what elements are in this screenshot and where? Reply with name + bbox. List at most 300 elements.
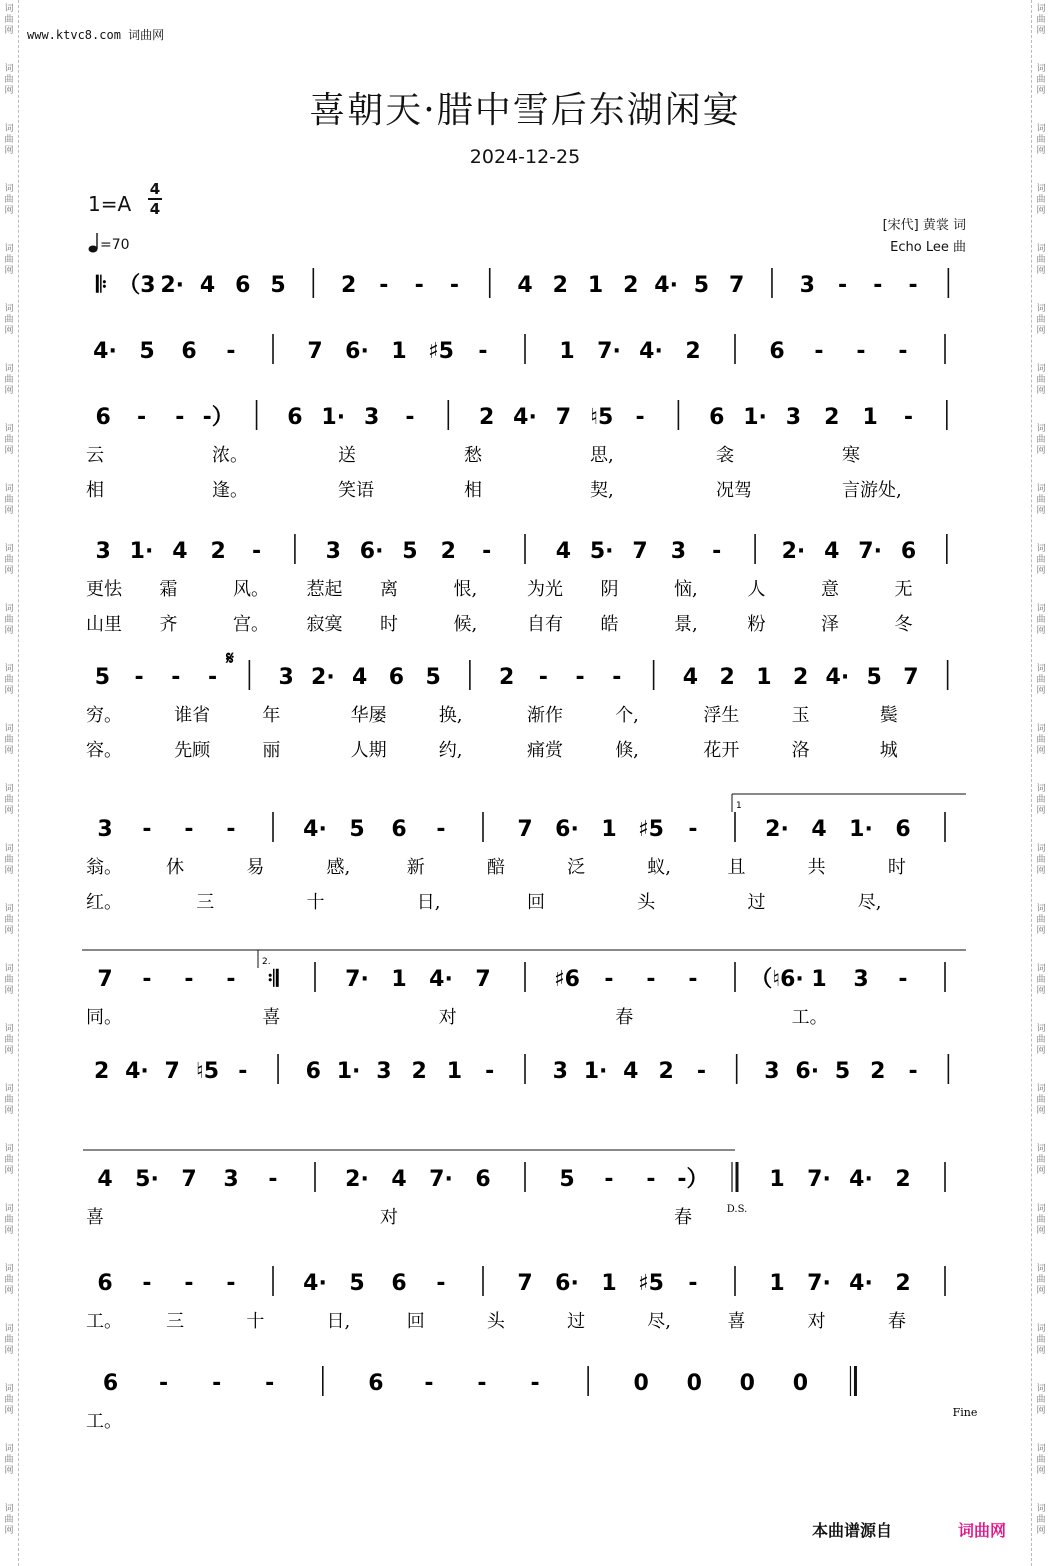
note: - bbox=[856, 339, 866, 364]
segno-sign: 𝄋 bbox=[226, 648, 234, 669]
note: - bbox=[171, 665, 181, 690]
footer-source: 本曲谱源自 bbox=[812, 1521, 893, 1540]
note: 4· bbox=[849, 1271, 873, 1296]
note: - bbox=[175, 405, 185, 430]
watermark-glyphs: 词 曲 网 bbox=[4, 1324, 14, 1356]
note: 1· bbox=[583, 1059, 608, 1084]
watermark-glyphs: 词 曲 网 bbox=[4, 784, 14, 816]
note: ♯5 bbox=[428, 339, 454, 364]
lyric-text: 无 bbox=[894, 579, 913, 600]
note: 6 bbox=[235, 273, 251, 298]
note: - bbox=[238, 1059, 248, 1084]
watermark-glyphs: 词 曲 网 bbox=[4, 844, 14, 876]
note: 6 bbox=[769, 339, 785, 364]
note: 2 bbox=[792, 665, 809, 690]
note: - bbox=[898, 339, 908, 364]
lyric-text: 喜 bbox=[86, 1207, 104, 1228]
note: 4 bbox=[555, 539, 572, 564]
watermark-glyphs: 词 曲 网 bbox=[1036, 784, 1046, 816]
note: 1· bbox=[849, 817, 873, 842]
lyric-text: 送 bbox=[338, 445, 356, 466]
note: 6 bbox=[475, 1167, 491, 1192]
note: - bbox=[226, 339, 236, 364]
note: ♮5 bbox=[590, 405, 614, 430]
watermark-glyphs: 词 曲 网 bbox=[1036, 424, 1046, 456]
lyric-text: 时 bbox=[380, 614, 398, 635]
note: 4· bbox=[639, 339, 663, 364]
note: - bbox=[477, 1371, 487, 1396]
watermark-glyphs: 词 曲 网 bbox=[4, 1084, 14, 1116]
watermark-glyphs: 词 曲 网 bbox=[1036, 124, 1046, 156]
watermark-glyphs: 词 曲 网 bbox=[1036, 1384, 1046, 1416]
volta-1-label: 1 bbox=[736, 801, 742, 811]
lyric-text: 华屡 bbox=[350, 705, 387, 726]
note: 7 bbox=[729, 273, 745, 298]
note: - bbox=[424, 1371, 434, 1396]
note: 6 bbox=[305, 1059, 321, 1084]
note: 6· bbox=[795, 1059, 820, 1084]
lyric-text: 年 bbox=[262, 705, 281, 726]
lyric-text: 逢。 bbox=[212, 480, 248, 501]
note: - bbox=[449, 273, 460, 298]
song-date: 2024-12-25 bbox=[469, 146, 581, 168]
lyric-text: 春 bbox=[887, 1311, 906, 1332]
watermark-glyphs: 词 曲 网 bbox=[1036, 664, 1046, 696]
note: - bbox=[612, 665, 622, 690]
key-signature: 1=A bbox=[88, 192, 132, 216]
note: - bbox=[405, 405, 415, 430]
note: 2 bbox=[440, 539, 456, 564]
note: - bbox=[142, 817, 152, 842]
note: 6 bbox=[388, 665, 405, 690]
note: 1 bbox=[756, 665, 772, 690]
note: 5 bbox=[866, 665, 882, 690]
note: - bbox=[873, 273, 883, 298]
note: 4· bbox=[825, 665, 850, 690]
lyric-text: 离 bbox=[380, 579, 398, 600]
note: - bbox=[142, 967, 152, 992]
lyric-text: 为光 bbox=[527, 579, 563, 600]
watermark-glyphs: 词 曲 网 bbox=[4, 124, 14, 156]
note: 0 bbox=[739, 1371, 755, 1396]
lyric-text: 喜 bbox=[727, 1311, 746, 1332]
watermark-glyphs: 词 曲 网 bbox=[1036, 64, 1046, 96]
note: 3 bbox=[853, 967, 869, 992]
note: 3 bbox=[799, 273, 815, 298]
note: 2· bbox=[311, 665, 335, 690]
note: 2 bbox=[210, 539, 226, 564]
watermark-glyphs: 词 曲 网 bbox=[4, 1504, 14, 1536]
note: 6· bbox=[359, 539, 384, 564]
watermark-glyphs: 词 曲 网 bbox=[1036, 1144, 1046, 1176]
note: 4· bbox=[93, 339, 117, 364]
note: 4· bbox=[849, 1167, 873, 1192]
note: - bbox=[814, 339, 824, 364]
lyric-text: 云 bbox=[86, 445, 104, 466]
watermark-glyphs: 词 曲 网 bbox=[4, 184, 14, 216]
lyric-text: 对 bbox=[438, 1007, 457, 1028]
watermark-glyphs: 词 曲 网 bbox=[1036, 1324, 1046, 1356]
tempo-value: =70 bbox=[100, 237, 130, 253]
note: - bbox=[482, 539, 492, 564]
note: - bbox=[538, 665, 548, 690]
watermark-glyphs: 词 曲 网 bbox=[4, 604, 14, 636]
footer-site: 词曲网 bbox=[958, 1521, 1007, 1540]
note: 4 bbox=[824, 539, 840, 564]
note: 4 bbox=[172, 539, 188, 564]
note: 0 bbox=[686, 1371, 702, 1396]
note: 2 bbox=[93, 1059, 110, 1084]
note: - bbox=[898, 967, 908, 992]
note: ♯6 bbox=[554, 967, 580, 992]
lyric-text: 况驾 bbox=[716, 480, 752, 501]
note: 1 bbox=[811, 967, 827, 992]
note: - bbox=[226, 967, 236, 992]
lyric-text: 丽 bbox=[262, 740, 281, 761]
note: 7 bbox=[903, 665, 919, 690]
lyric-text: 日, bbox=[326, 1311, 351, 1332]
lyric-text: 痛赏 bbox=[527, 740, 563, 761]
note: - bbox=[142, 1271, 152, 1296]
note: 𝄆 bbox=[96, 273, 107, 298]
lyric-text: 自有 bbox=[527, 614, 563, 635]
note: 3 bbox=[764, 1059, 780, 1084]
lyric-text: 时 bbox=[887, 857, 906, 878]
lyric-text: 穷。 bbox=[86, 705, 122, 726]
lyric-text: 皓 bbox=[600, 614, 619, 635]
note: 4· bbox=[303, 817, 327, 842]
lyric-text: 泽 bbox=[821, 614, 839, 635]
watermark-glyphs: 词 曲 网 bbox=[1036, 904, 1046, 936]
lyric-text: 人期 bbox=[350, 740, 387, 761]
note: - bbox=[688, 1271, 698, 1296]
note: 3 bbox=[325, 539, 341, 564]
lyric-text: 寂寞 bbox=[306, 614, 343, 635]
note: - bbox=[208, 665, 218, 690]
watermark-glyphs: 词 曲 网 bbox=[1036, 244, 1046, 276]
note: 2 bbox=[719, 665, 735, 690]
lyric-text: 易 bbox=[246, 857, 265, 878]
lyric-text: 十 bbox=[246, 1311, 265, 1332]
lyric-text: 鬓 bbox=[879, 705, 898, 726]
lyric-text: 三 bbox=[196, 892, 215, 913]
lyric-text: 换, bbox=[438, 705, 463, 726]
note: 6· bbox=[555, 1271, 579, 1296]
lyric-text: 恨, bbox=[453, 579, 478, 600]
note: 3 bbox=[278, 665, 294, 690]
note: 2 bbox=[895, 1167, 911, 1192]
watermark-glyphs: 词 曲 网 bbox=[4, 1204, 14, 1236]
note: - bbox=[485, 1059, 495, 1084]
lyric-text: 意 bbox=[821, 579, 839, 600]
note: - bbox=[226, 1271, 236, 1296]
note: - bbox=[604, 1167, 614, 1192]
time-signature-top: 4 bbox=[149, 180, 161, 198]
lyric-text: 且 bbox=[727, 857, 746, 878]
note: - bbox=[575, 665, 585, 690]
note: - bbox=[478, 339, 488, 364]
note: 6 bbox=[709, 405, 725, 430]
note: 7 bbox=[307, 339, 323, 364]
lyric-text: 春 bbox=[615, 1007, 634, 1028]
watermark-glyphs: 词 曲 网 bbox=[1036, 1204, 1046, 1236]
note: 4 bbox=[97, 1167, 113, 1192]
note: 7· bbox=[597, 339, 621, 364]
note: 1· bbox=[321, 405, 346, 430]
note: 4· bbox=[429, 967, 453, 992]
note: 7 bbox=[555, 405, 572, 430]
watermark-glyphs: 词 曲 网 bbox=[4, 664, 14, 696]
note: 6 bbox=[181, 339, 197, 364]
watermark-glyphs: 词 曲 网 bbox=[4, 1444, 14, 1476]
note: （3 bbox=[118, 273, 156, 298]
lyric-text: 新 bbox=[406, 857, 425, 878]
lyric-text: 人 bbox=[747, 579, 766, 600]
lyric-text: 笑语 bbox=[338, 480, 374, 501]
note: 2 bbox=[870, 1059, 886, 1084]
note: 2 bbox=[411, 1059, 427, 1084]
note: 5· bbox=[589, 539, 614, 564]
lyric-text: 红。 bbox=[86, 892, 122, 913]
watermark-glyphs: 词 曲 网 bbox=[4, 724, 14, 756]
watermark-glyphs: 词 曲 网 bbox=[1036, 364, 1046, 396]
lyricist-credit: [宋代] 黄裳 词 bbox=[882, 218, 966, 233]
lyric-text: 过 bbox=[567, 1311, 586, 1332]
note: 4· bbox=[513, 405, 537, 430]
note: - bbox=[837, 273, 848, 298]
note: 4 bbox=[517, 273, 533, 298]
watermark-glyphs: 词 曲 网 bbox=[4, 1264, 14, 1296]
note: - bbox=[903, 405, 914, 430]
note: - bbox=[184, 1271, 194, 1296]
lyric-text: 先顾 bbox=[174, 740, 211, 761]
note: 2 bbox=[895, 1271, 911, 1296]
note: 5 bbox=[139, 339, 155, 364]
lyric-text: 过 bbox=[747, 892, 766, 913]
note: 6 bbox=[900, 539, 917, 564]
lyric-text: 对 bbox=[380, 1207, 398, 1228]
note: - bbox=[134, 665, 144, 690]
note: - bbox=[159, 1371, 169, 1396]
note: 7 bbox=[181, 1167, 197, 1192]
note: 3 bbox=[97, 817, 113, 842]
note: 5 bbox=[94, 665, 111, 690]
note: - bbox=[436, 817, 446, 842]
watermark-glyphs: 词 曲 网 bbox=[4, 64, 14, 96]
note: 4 bbox=[199, 273, 216, 298]
note: 3 bbox=[95, 539, 111, 564]
note: 6 bbox=[391, 1271, 407, 1296]
lyric-text: 恼, bbox=[674, 579, 698, 600]
note: 7 bbox=[97, 967, 113, 992]
note: 1 bbox=[559, 339, 575, 364]
note: 5 bbox=[349, 817, 365, 842]
note: 4· bbox=[303, 1271, 327, 1296]
note: 5 bbox=[834, 1059, 851, 1084]
lyric-text: 对 bbox=[807, 1311, 826, 1332]
watermark-glyphs: 词 曲 网 bbox=[1036, 544, 1046, 576]
note: 0 bbox=[792, 1371, 809, 1396]
lyric-text: 霜 bbox=[159, 579, 178, 600]
lyric-text: 相 bbox=[86, 480, 104, 501]
note: - bbox=[604, 967, 614, 992]
lyric-text: 愁 bbox=[464, 445, 482, 466]
note: 3 bbox=[363, 405, 380, 430]
note: 2 bbox=[658, 1059, 674, 1084]
lyric-text: 同。 bbox=[86, 1007, 122, 1028]
note: 6 bbox=[97, 1271, 113, 1296]
note: 7 bbox=[164, 1059, 180, 1084]
lyric-text: 头 bbox=[637, 892, 656, 913]
note: - bbox=[908, 1059, 918, 1084]
lyric-text: 候, bbox=[453, 614, 478, 635]
note: -） bbox=[202, 405, 234, 430]
watermark-glyphs: 词 曲 网 bbox=[1036, 724, 1046, 756]
watermark-glyphs: 词 曲 网 bbox=[4, 364, 14, 396]
lyric-text: 宫。 bbox=[233, 614, 269, 635]
note: （♮6· bbox=[750, 967, 804, 992]
note: 5 bbox=[402, 539, 418, 564]
watermark-glyphs: 词 曲 网 bbox=[1036, 1504, 1046, 1536]
lyric-text: 回 bbox=[406, 1311, 425, 1332]
lyric-text: 浮生 bbox=[703, 705, 740, 726]
lyric-text: 衾 bbox=[716, 445, 734, 466]
lyric-text: 花开 bbox=[703, 740, 740, 761]
note: 7 bbox=[475, 967, 491, 992]
lyric-text: 约, bbox=[438, 740, 463, 761]
note: - bbox=[646, 1167, 656, 1192]
watermark-glyphs: 词 曲 网 bbox=[4, 964, 14, 996]
note: 4 bbox=[811, 817, 827, 842]
watermark-glyphs: 词 曲 网 bbox=[1036, 1024, 1046, 1056]
lyric-text: 思, bbox=[590, 445, 614, 466]
note: 6 bbox=[287, 405, 303, 430]
lyric-text: 相 bbox=[464, 480, 482, 501]
note: 3 bbox=[376, 1059, 392, 1084]
watermark-glyphs: 词 曲 网 bbox=[1036, 964, 1046, 996]
site-url: www.ktvc8.com 词曲网 bbox=[27, 28, 165, 42]
lyric-text: 喜 bbox=[262, 1007, 281, 1028]
note: 1 bbox=[601, 817, 617, 842]
watermark-glyphs: 词 曲 网 bbox=[4, 4, 14, 36]
note: - bbox=[184, 967, 194, 992]
lyric-text: 契, bbox=[590, 480, 614, 501]
lyric-text: 头 bbox=[486, 1311, 505, 1332]
watermark-glyphs: 词 曲 网 bbox=[1036, 484, 1046, 516]
note: 2 bbox=[623, 273, 639, 298]
lyric-text: 城 bbox=[879, 740, 898, 761]
lyric-text: 浓。 bbox=[212, 445, 248, 466]
lyric-text: 阴 bbox=[600, 579, 619, 600]
note: 2 bbox=[478, 405, 495, 430]
note: - bbox=[414, 273, 424, 298]
note: 6· bbox=[345, 339, 369, 364]
ds-mark: D.S. bbox=[726, 1204, 748, 1215]
note: - bbox=[212, 1371, 222, 1396]
note: 6 bbox=[102, 1371, 119, 1396]
lyric-text: 尽, bbox=[647, 1311, 672, 1332]
lyric-text: 景, bbox=[674, 614, 698, 635]
note: 7· bbox=[858, 539, 882, 564]
lyric-text: 更怯 bbox=[86, 579, 122, 600]
lyric-text: 言游处, bbox=[842, 480, 902, 501]
note: - bbox=[251, 539, 262, 564]
lyric-text: 山里 bbox=[86, 614, 122, 635]
watermark-glyphs: 词 曲 网 bbox=[4, 484, 14, 516]
note: 2 bbox=[552, 273, 568, 298]
note: 6· bbox=[555, 817, 579, 842]
note: 1· bbox=[336, 1059, 361, 1084]
note: 7· bbox=[429, 1167, 453, 1192]
note: 1· bbox=[743, 405, 767, 430]
note: 2· bbox=[781, 539, 806, 564]
note: 6 bbox=[895, 817, 911, 842]
note: 2· bbox=[160, 273, 185, 298]
note: -） bbox=[677, 1167, 709, 1192]
lyric-text: 蚁, bbox=[647, 857, 672, 878]
note: 5 bbox=[349, 1271, 365, 1296]
note: 5· bbox=[135, 1167, 159, 1192]
note: - bbox=[379, 273, 389, 298]
note: 1 bbox=[391, 967, 407, 992]
watermark-glyphs: 词 曲 网 bbox=[1036, 1084, 1046, 1116]
lyric-text: 回 bbox=[527, 892, 545, 913]
note: 2 bbox=[824, 405, 840, 430]
note: ♯5 bbox=[638, 1271, 664, 1296]
note: 3 bbox=[552, 1059, 568, 1084]
note: 1 bbox=[862, 405, 878, 430]
note: - bbox=[635, 405, 645, 430]
note: - bbox=[696, 1059, 706, 1084]
composer-credit: Echo Lee 曲 bbox=[890, 240, 966, 255]
lyric-text: 醅 bbox=[486, 857, 505, 878]
watermark-glyphs: 词 曲 网 bbox=[4, 304, 14, 336]
note: - bbox=[908, 273, 918, 298]
watermark-glyphs: 词 曲 网 bbox=[4, 1024, 14, 1056]
note: 1 bbox=[769, 1271, 785, 1296]
lyric-text: 工。 bbox=[86, 1411, 122, 1432]
note: 4· bbox=[125, 1059, 149, 1084]
note: 7 bbox=[517, 1271, 533, 1296]
note: - bbox=[646, 967, 656, 992]
note: 1 bbox=[601, 1271, 617, 1296]
note: 2 bbox=[340, 273, 357, 298]
note: 7 bbox=[517, 817, 533, 842]
lyric-text: 翁。 bbox=[86, 857, 122, 878]
note: 5 bbox=[270, 273, 286, 298]
note: ♮5 bbox=[195, 1059, 220, 1084]
lyric-text: 三 bbox=[166, 1311, 185, 1332]
watermark-glyphs: 词 曲 网 bbox=[4, 1144, 14, 1176]
watermark-glyphs: 词 曲 网 bbox=[4, 1384, 14, 1416]
note: - bbox=[688, 967, 698, 992]
lyric-text: 个, bbox=[615, 705, 639, 726]
note: 1 bbox=[587, 273, 604, 298]
note: 1 bbox=[391, 339, 407, 364]
note: 5 bbox=[425, 665, 441, 690]
note: - bbox=[184, 817, 194, 842]
note: 6 bbox=[95, 405, 111, 430]
fine-mark: Fine bbox=[952, 1406, 978, 1419]
watermark-glyphs: 词 曲 网 bbox=[1036, 184, 1046, 216]
lyric-text: 渐作 bbox=[527, 705, 563, 726]
note: 7· bbox=[807, 1271, 831, 1296]
time-signature-bottom: 4 bbox=[149, 200, 161, 218]
lyric-text: 玉 bbox=[791, 705, 810, 726]
lyric-text: 谁省 bbox=[174, 705, 211, 726]
watermark-glyphs: 词 曲 网 bbox=[1036, 4, 1046, 36]
lyric-text: 倏, bbox=[615, 740, 639, 761]
